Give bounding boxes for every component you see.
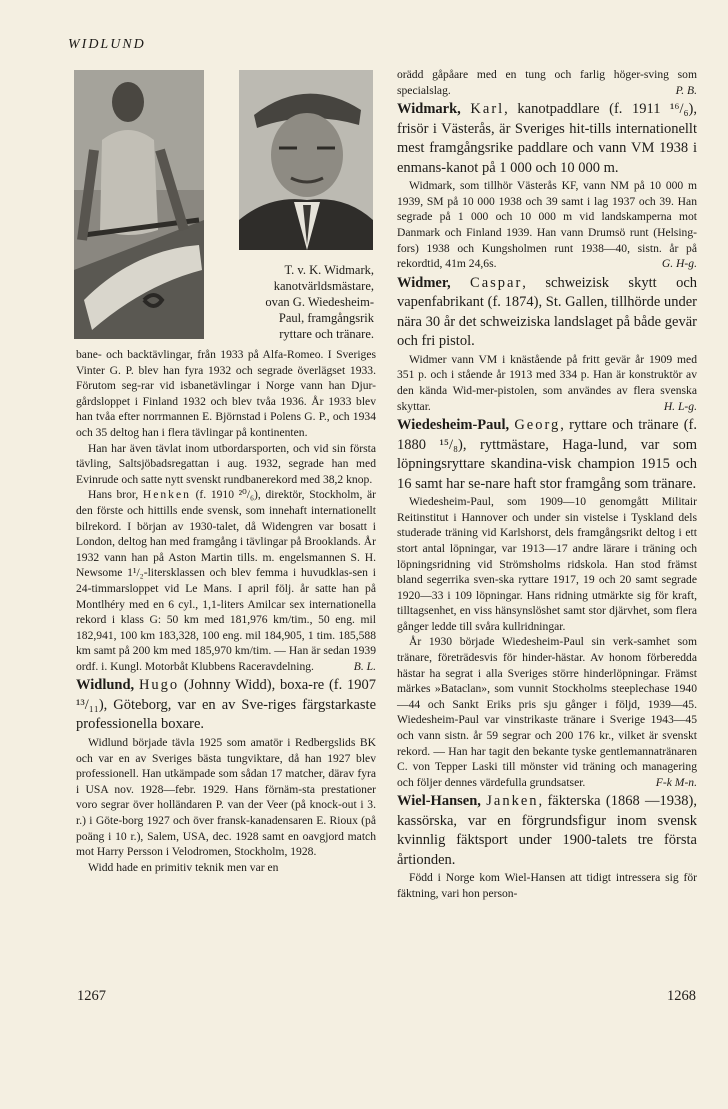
caption-line: T. v. K. Widmark, (284, 263, 374, 277)
entry-lemma: Widmer, (397, 274, 451, 291)
paragraph: Född i Norge kom Wiel-Hansen att tidigt intressera sig för fäktning, vari hon person- (397, 871, 697, 900)
page-number-right: 1268 (667, 988, 696, 1004)
entry-widmark (397, 100, 697, 178)
paragraph (397, 352, 697, 414)
author-signature: B. L. (353, 659, 376, 673)
author-signature: H. L-g. (663, 399, 697, 413)
page-number-left: 1267 (77, 988, 106, 1004)
text: Hans bror, (88, 488, 143, 502)
rider-portrait-photo (239, 70, 373, 250)
left-column (76, 347, 376, 875)
entry-text: , fäkterska (1868 —1938), kassörska, var en förgrundsfigur inom svensk kvinnlig fäktsport under 1900-talets tre första årtionden. (397, 793, 698, 868)
caption-line: ovan G. Wiedesheim- (265, 295, 374, 309)
text: År 1930 började Wiedesheim-Paul sin verk-samhet som tränare, företrädesvis för hinder-hästar. Av honom förberedda hästar ha segrat i alla Sveriges större hinderlöpningar. Främst märkes »Bataclan», som vunnit Stockholms steeplechase 1940—44 och Sankt Eriks pris sju gånger i följd, 1939—45. Wiedesheim-Paul var vinstrikaste tränare i Sverige 1943—45 och vann sistn. år 59 segrar och 200 176 kr., vilket är svenskt rekord. — Han har tagit den bekante tyske gentlemannatränaren C. von Tepper Laski till mönster vid träning och managering och följer dennes värdefulla grundsatser. (397, 635, 697, 789)
caption-line: Paul, framgångsrik (278, 311, 374, 325)
text: orädd gåpåare med en tung och farlig höger-sving som specialslag. (397, 68, 697, 97)
entry-lemma: Wiedesheim-Paul, (397, 417, 510, 434)
running-head: WIDLUND (68, 37, 146, 52)
paragraph (76, 487, 376, 674)
given-name: Hugo (138, 677, 180, 694)
given-name: Janken (486, 793, 539, 810)
paragraph (397, 634, 697, 790)
photo-caption (214, 262, 374, 342)
given-name: Karl (470, 101, 505, 118)
paragraph (397, 67, 697, 98)
entry-text: (Johnny Widd), boxa-re (f. 1907 ¹³/₁₁), Göteborg, var en av Sve-riges färgstarkaste professionella boxare. (76, 677, 377, 733)
given-name: Caspar (470, 274, 523, 291)
author-signature: G. H-g. (661, 257, 697, 271)
paragraph: Wiedesheim-Paul, som 1909—10 genomgått Militair Reitinstitut i Hannover och under sin vistelse i Tyskland dels studerade träning vid Karlshorst, dels framgångsrikt deltog i ett stort antal löpningar, var 1913—17 andre lärare i träning och löpningsridning vid Strömsholms ridskola. Han stod främst bland segerrika sven-ska ryttare 1917, 19 och 20 samt segrade 1920—33 i 109 löpningar. Hans ridning utmärkte sig för kraft, tilltagsenhet, en viss hänsynslöshet samt stor djärvhet, som flera gånger ledde till svåra kullridningar. (397, 495, 697, 633)
entry-text: , kanotpaddlare (f. 1911 ¹⁶/₆), frisör i Västerås, är Sveriges hit-tills internationellt mest framgångsrike paddlare och vann VM 1938 i enmans-kanot på 1 000 och 10 000 m. (397, 101, 697, 176)
entry-lemma: Wiel-Hansen, (397, 793, 481, 810)
given-name: Henken (142, 488, 191, 502)
text: (f. 1910 ²⁰/₆), direktör, Stockholm, är den förste och hittills ende svensk, som innehaft internationellt bilrekord. I början av 1930-talet, då Widengren var bosatt i London, deltog han med framgång i tävlingar på Brooklands. År 1932 vann han på Aston Martin tills. m. engelsmannen S. H. Newsome 1¹/₂-litersklassen och blev femma i huvudklas-sen i 24-timmarsloppet vid Le Mans. I april följ. år satte han på Montlhéry med en 6 cyl., 1,1-liters Amilcar sex internationella rekord i klass G: 50 km med 181,976 km/tim., 50 eng. mil 182,941, 100 km 183,328, 100 eng. mil 184,905, 1 tim. 185,588 km samt på 200 km med 185,970 km/tim. — Han är sedan 1939 ordf. i. Kungl. Motorbåt Klubbens Raceravdelning. (76, 488, 376, 673)
entry-lemma: Widlund, (76, 677, 135, 694)
kayaker-photo (74, 70, 204, 339)
entry-text: , schweizisk skytt och vapenfabrikant (f. 1874), St. Gallen, tillhörde under nära 30 år det schweiziska landslaget på både gevär och fri pistol. (397, 274, 698, 350)
entry-wiedesheim-paul (397, 416, 697, 494)
given-name: Georg (514, 417, 561, 434)
caption-line: ryttare och tränare. (279, 327, 374, 341)
right-column (397, 67, 697, 902)
entry-widmer (397, 274, 697, 352)
paragraph: bane- och backtävlingar, från 1933 på Alfa-Romeo. I Sveriges Vinter G. P. blev han fyra 1932 och segrade överlägset 1933. Förutom seg-rar vid isbanetävlingar i Norge vann han Djur-gårdsloppet i Finland 1932 och blev tvåa 1936. År 1933 blev han tvåa efter norrmannen E. Björnstad i Polens G. P., och 1934 och 35 deltog han i flera tävlingar på kontinenten. (76, 348, 376, 439)
entry-wiel-hansen (397, 792, 697, 870)
paragraph (397, 178, 697, 272)
author-signature: P. B. (675, 83, 697, 97)
paragraph: Widlund började tävla 1925 som amatör i Redbergslids BK och var en av Sveriges bästa tungviktare, då han 1927 blev professionell. Han utkämpade som sådan 17 matcher, därav fyra i USA nov. 1928—febr. 1929. Hans förnäm-sta prestationer voro segrar över holländaren P. van der Veer (på knock-out i 3. r.) i Göte-borg 1927 och över fransk-kanadensaren E. Rioux (på poäng i 10 r.), Salem, USA, dec. 1928 samt en oavgjord match mot Harry Persson i Velodromen, Stockholm, 1928. (76, 735, 376, 859)
text: Widmark, som tillhör Västerås KF, vann NM på 10 000 m 1939, SM på 10 000 1938 och 39 samt i lag 1937 och 39. Han segrade på 1 000 och 10 000 m vid landskamperna mot Danmark och Finland 1939. Han vann Drumsö runt (Helsing-fors) 1938 och Kungsholmen runt 1938—40, sistn. år på rekordtid, 41m 24,6s. (397, 179, 697, 271)
entry-lemma: Widmark, (397, 101, 461, 118)
paragraph: Widd hade en primitiv teknik men var en (88, 860, 279, 874)
author-signature: F-k M-n. (655, 775, 697, 789)
paragraph: Han har även tävlat inom utbordarsporten, och vid sin första tävling, Saltsjöbadsregattan i aug. 1932, segrade han med Evinrude och satte nytt svenskt rundbanerekord med 38,2 knop. (76, 441, 376, 486)
text: Widmer vann VM i knästående på fritt gevär år 1909 med 351 p. och i stående år 1913 med 334 p. Han är konstruktör av den kända Wid-mer-pistolen, som användes av flera svenska skyttar. (397, 352, 697, 413)
entry-text: , ryttare och tränare (f. 1880 ¹⁵/₈), ryttmästare, Haga-lund, var som löpningsryttare skandina-visk champion 1915 och 16 samt har se-nare haft stor framgång som tränare. (397, 417, 697, 492)
entry-widlund (76, 676, 376, 735)
caption-line: kanotvärldsmästare, (273, 279, 374, 293)
